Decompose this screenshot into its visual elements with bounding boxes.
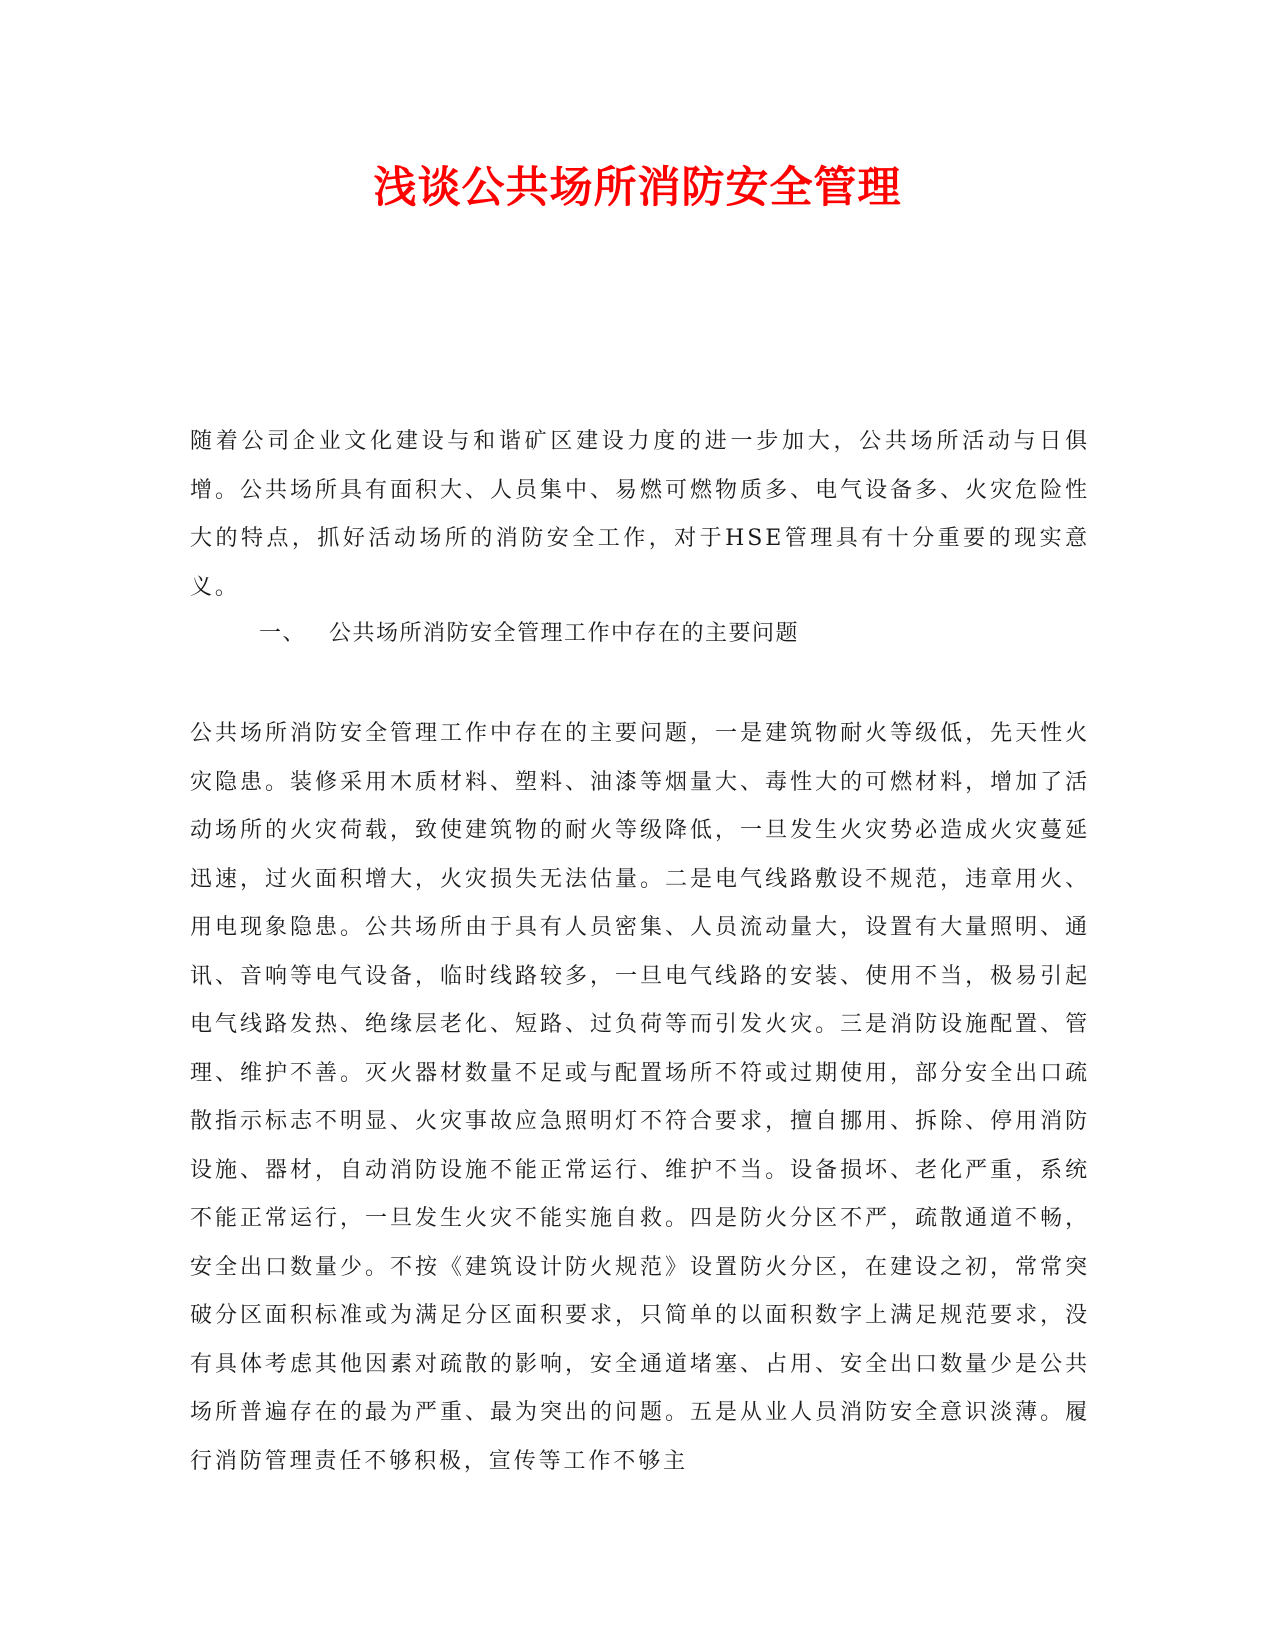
- document-title: 浅谈公共场所消防安全管理: [373, 163, 902, 213]
- section-number: 一、: [259, 621, 307, 646]
- section-body-paragraph: 公共场所消防安全管理工作中存在的主要问题，一是建筑物耐火等级低，先天性火灾隐患。装修采用木质材料、塑料、油漆等烟量大、毒性大的可燃材料，增加了活动场所的火灾荷载，致使建筑物的耐火等级降低，一旦发生火灾势必造成火灾蔓延迅速，过火面积增大，火灾损失无法估量。二是电气线路敷设不规范，违章用火、用电现象隐患。公共场所由于具有人员密集、人员流动量大，设置有大量照明、通讯、音响等电气设备，临时线路较多，一旦电气线路的安装、使用不当，极易引起电气线路发热、绝缘层老化、短路、过负荷等而引发火灾。三是消防设施配置、管理、维护不善。灭火器材数量不足或与配置场所不符或过期使用，部分安全出口疏散指示标志不明显、火灾事故应急照明灯不符合要求，擅自挪用、拆除、停用消防设施、器材，自动消防设施不能正常运行、维护不当。设备损坏、老化严重，系统不能正常运行，一旦发生火灾不能实施自救。四是防火分区不严，疏散通道不畅，安全出口数量少。不按《建筑设计防火规范》设置防火分区，在建设之初，常常突破分区面积标准或为满足分区面积要求，只简单的以面积数字上满足规范要求，没有具体考虑其他因素对疏散的影响，安全通道堵塞、占用、安全出口数量少是公共场所普遍存在的最为严重、最为突出的问题。五是从业人员消防安全意识淡薄。履行消防管理责任不够积极，宣传等工作不够主: [190, 721, 1090, 1474]
- intro-paragraph: 随着公司企业文化建设与和谐矿区建设力度的进一步加大，公共场所活动与日俱增。公共场所具有面积大、人员集中、易燃可燃物质多、电气设备多、火灾危险性大的特点，抓好活动场所的消防安全工作，对于HSE管理具有十分重要的现实意义。: [190, 429, 1090, 600]
- section-heading: [259, 614, 1059, 654]
- section-heading-text: 公共场所消防安全管理工作中存在的主要问题: [329, 621, 800, 646]
